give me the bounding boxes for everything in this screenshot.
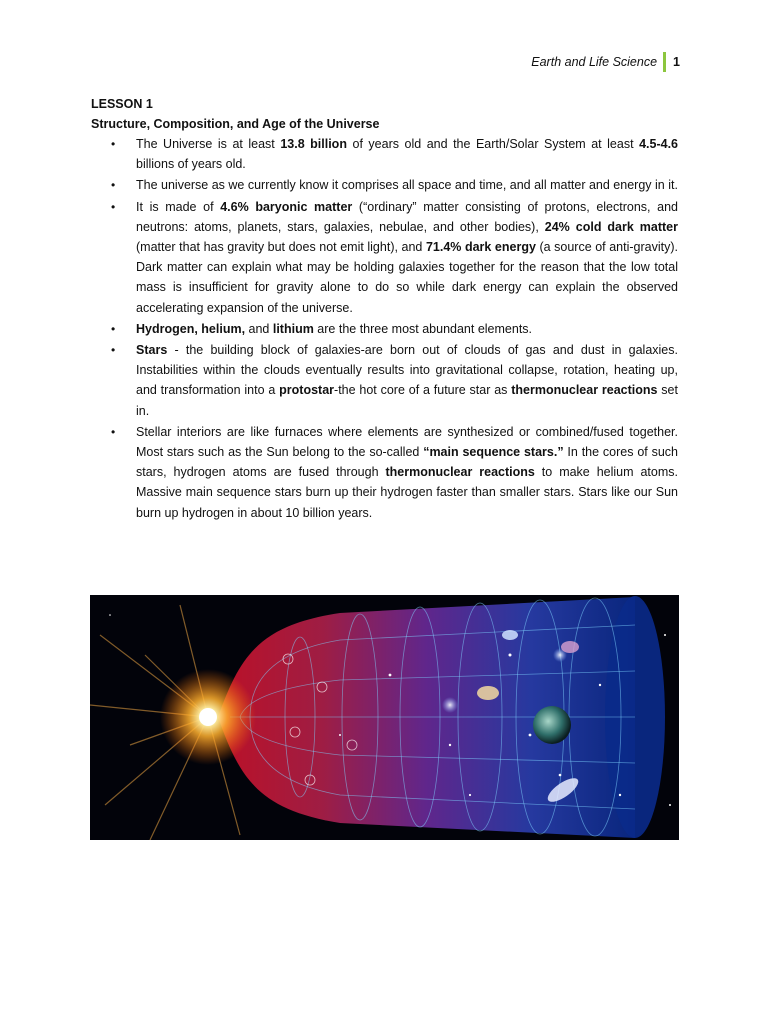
bold-text: thermonuclear reactions [385,465,535,480]
page-number: 1 [673,55,680,69]
body-text: are the three most abundant elements. [313,321,533,336]
bold-text: Hydrogen, helium, [136,321,246,336]
bullet-item [91,197,678,318]
body-text: billions of years old. [136,157,246,172]
body-text: (“ordinary” matter consisting of protons, electrons, and neutrons: atoms, planets, stars, galaxies, nebulae, and other bodies), [136,199,679,234]
bullet-dot-icon: • [111,199,116,214]
body-text: The universe as we currently know it comprises all space and time, and all matter and energy in it. [136,178,678,193]
bold-text: 24% cold dark matter [544,219,679,234]
body-text: -the hot core of a future star as [334,383,512,398]
body-text: - the building block of galaxies-are born out of clouds of gas and dust in galaxies. Instabilities within the clouds eventually results into gravitational collapse, rotation, heating up, and transformation into a [136,343,678,398]
bullet-dot-icon: • [111,178,116,193]
lesson-label: LESSON 1 [91,97,153,111]
body-text: set in. [136,383,678,418]
bullet-item [91,422,678,523]
bold-text: protostar [279,383,335,398]
body-text: It is made of [136,199,221,214]
bold-text: 13.8 billion [280,137,347,151]
body-text: (matter that has gravity but does not emit light), and [136,240,426,255]
body-text: of years old and the Earth/Solar System at least [346,137,640,151]
body-text: to make helium atoms. Massive main sequence stars burn up their hydrogen faster than smaller stars. Stars like our Sun burn up hydrogen in about 10 billion years. [136,465,678,520]
universe-image [90,595,679,840]
body-text: Stellar interiors are like furnaces where elements are synthesized or combined/fused together. Most stars such as the Sun belong to the so-called [136,424,678,460]
bold-text: 4.5-4.6 [639,137,678,151]
body-text: In the cores of such stars, hydrogen atoms are fused through [136,445,678,480]
universe-expansion-illustration [90,595,679,840]
bullet-dot-icon: • [111,343,116,358]
lesson-title: Structure, Composition, and Age of the Universe [91,117,380,131]
body-text: (a source of anti-gravity). Dark matter can explain what may be holding galaxies together for the reason that the low total mass is insufficient for gravity alone to do so while dark energy can explain the observed accelerating expansion of the universe. [136,240,678,315]
header-accent-bar [663,52,666,72]
bold-text: 4.6% baryonic matter [220,199,353,214]
bold-text: Stars [136,343,168,358]
bold-text: 71.4% dark energy [425,240,536,255]
bullet-item [91,175,678,195]
lesson-content [91,94,678,524]
body-text: The Universe is at least [136,137,281,151]
page-header [531,52,680,72]
body-text: and [245,321,273,336]
bold-text: lithium [272,321,314,336]
bullet-dot-icon: • [111,137,116,151]
bullet-dot-icon: • [111,321,116,336]
bullet-item [91,340,678,421]
bold-text: “main sequence stars.” [423,445,564,460]
bullet-dot-icon: • [111,424,116,439]
header-title: Earth and Life Science [531,55,658,69]
bullet-list [91,134,678,523]
bold-text: thermonuclear reactions [511,383,658,398]
bullet-item [91,134,678,174]
bullet-item [91,319,678,339]
